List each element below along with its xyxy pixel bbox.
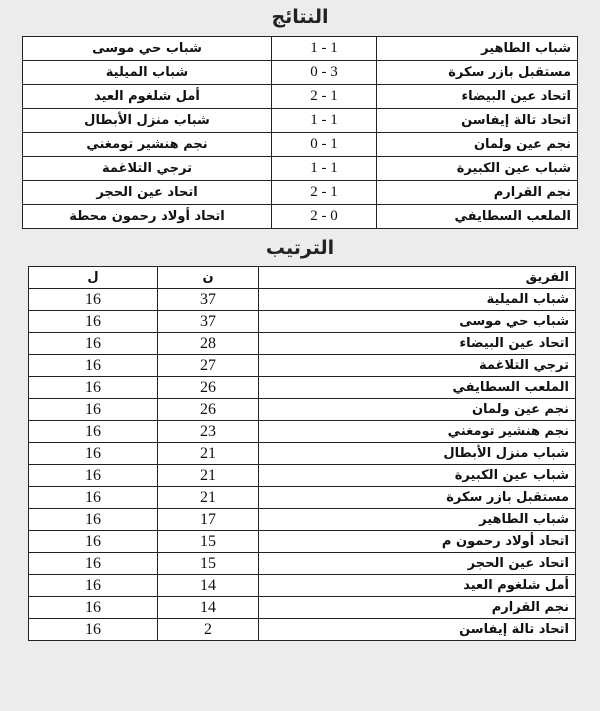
away-team: ترجي التلاغمة [23,157,272,181]
matches-played: 16 [29,355,158,377]
matches-played: 16 [29,399,158,421]
away-team: اتحاد عين الحجر [23,181,272,205]
match-score: 1 - 1 [272,157,377,181]
team-points: 21 [158,487,259,509]
results-title: النتائج [271,6,329,28]
header-points: ن [158,267,259,289]
team-name: شباب حي موسى [259,311,576,333]
match-score: 1 - 1 [272,109,377,133]
standings-row [29,531,576,553]
standings-row [29,575,576,597]
match-score: 0 - 2 [272,205,377,229]
matches-played: 16 [29,289,158,311]
team-name: شباب عين الكبيرة [259,465,576,487]
standings-row [29,355,576,377]
team-name: نجم عين ولمان [259,399,576,421]
result-row [23,205,578,229]
matches-played: 16 [29,575,158,597]
standings-row [29,377,576,399]
away-team: اتحاد أولاد رحمون محطة [23,205,272,229]
matches-played: 16 [29,333,158,355]
team-name: اتحاد تالة إيفاسن [259,619,576,641]
team-points: 15 [158,553,259,575]
matches-played: 16 [29,531,158,553]
result-row [23,37,578,61]
match-score: 1 - 1 [272,37,377,61]
team-name: اتحاد أولاد رحمون م [259,531,576,553]
home-team: مستقبل بازر سكرة [377,61,578,85]
away-team: أمل شلغوم العيد [23,85,272,109]
standings-row [29,619,576,641]
result-row [23,109,578,133]
team-name: نجم القرارم [259,597,576,619]
team-name: ترجي التلاغمة [259,355,576,377]
home-team: نجم عين ولمان [377,133,578,157]
team-name: مستقبل بازر سكرة [259,487,576,509]
team-name: شباب منزل الأبطال [259,443,576,465]
away-team: شباب منزل الأبطال [23,109,272,133]
result-row [23,61,578,85]
team-points: 14 [158,597,259,619]
home-team: نجم القرارم [377,181,578,205]
away-team: نجم هنشير تومغني [23,133,272,157]
result-row [23,133,578,157]
results-table [22,36,578,229]
team-name: أمل شلغوم العيد [259,575,576,597]
match-score: 1 - 2 [272,85,377,109]
matches-played: 16 [29,443,158,465]
standings-row [29,465,576,487]
standings-row [29,509,576,531]
standings-row [29,597,576,619]
matches-played: 16 [29,553,158,575]
standings-row [29,311,576,333]
home-team: اتحاد تالة إيفاسن [377,109,578,133]
standings-table [28,266,576,641]
team-points: 37 [158,289,259,311]
result-row [23,85,578,109]
away-team: شباب حي موسى [23,37,272,61]
standings-row [29,421,576,443]
home-team: شباب عين الكبيرة [377,157,578,181]
team-points: 15 [158,531,259,553]
match-score: 1 - 2 [272,181,377,205]
team-points: 28 [158,333,259,355]
team-points: 14 [158,575,259,597]
team-name: شباب الميلية [259,289,576,311]
team-name: شباب الطاهير [259,509,576,531]
match-score: 1 - 0 [272,133,377,157]
standings-title: الترتيب [265,237,335,259]
team-points: 26 [158,377,259,399]
team-points: 37 [158,311,259,333]
standings-row [29,443,576,465]
home-team: شباب الطاهير [377,37,578,61]
matches-played: 16 [29,465,158,487]
standings-row [29,399,576,421]
home-team: اتحاد عين البيضاء [377,85,578,109]
standings-header-row [29,267,576,289]
matches-played: 16 [29,487,158,509]
matches-played: 16 [29,421,158,443]
team-name: نجم هنشير تومغني [259,421,576,443]
standings-row [29,487,576,509]
team-points: 21 [158,443,259,465]
team-name: اتحاد عين البيضاء [259,333,576,355]
matches-played: 16 [29,311,158,333]
result-row [23,181,578,205]
home-team: الملعب السطايفي [377,205,578,229]
team-points: 2 [158,619,259,641]
team-points: 21 [158,465,259,487]
matches-played: 16 [29,377,158,399]
standings-row [29,289,576,311]
team-points: 26 [158,399,259,421]
team-points: 17 [158,509,259,531]
match-score: 3 - 0 [272,61,377,85]
header-played: ل [29,267,158,289]
header-team: الفريق [259,267,576,289]
result-row [23,157,578,181]
matches-played: 16 [29,619,158,641]
team-points: 27 [158,355,259,377]
matches-played: 16 [29,509,158,531]
team-name: اتحاد عين الحجر [259,553,576,575]
team-points: 23 [158,421,259,443]
standings-row [29,553,576,575]
standings-row [29,333,576,355]
team-name: الملعب السطايفي [259,377,576,399]
away-team: شباب الميلية [23,61,272,85]
matches-played: 16 [29,597,158,619]
